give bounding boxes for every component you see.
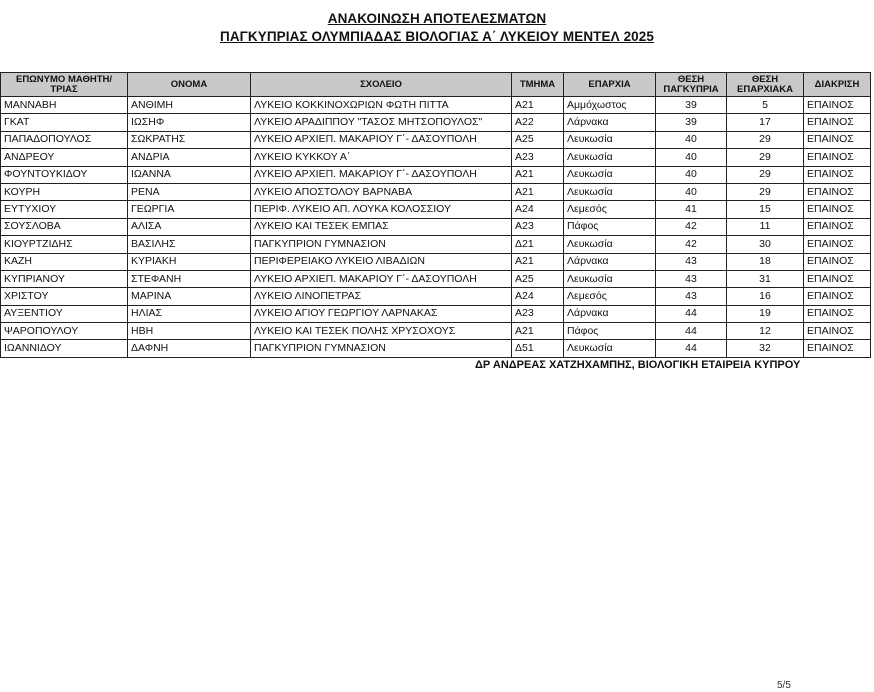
cell-first-name: ΜΑΡΙΝΑ [128, 288, 251, 305]
cell-first-name: ΙΩΣΗΦ [128, 114, 251, 131]
table-row [1, 183, 871, 200]
cell-school: ΠΑΓΚΥΠΡΙΟΝ ΓΥΜΝΑΣΙΟΝ [251, 236, 512, 253]
cell-national-rank: 40 [656, 131, 727, 148]
cell-district: Λάρνακα [564, 114, 656, 131]
cell-surname: ΜΑΝΝΑΒΗ [1, 97, 128, 114]
col-header-class: ΤΜΗΜΑ [512, 73, 564, 97]
table-row [1, 166, 871, 183]
cell-class: Α23 [512, 218, 564, 235]
cell-national-rank: 42 [656, 218, 727, 235]
cell-first-name: ΗΛΙΑΣ [128, 305, 251, 322]
table-row [1, 97, 871, 114]
cell-national-rank: 44 [656, 305, 727, 322]
cell-school: ΛΥΚΕΙΟ ΚΟΚΚΙΝΟΧΩΡΙΩΝ ΦΩΤΗ ΠΙΤΤΑ [251, 97, 512, 114]
table-row [1, 270, 871, 287]
cell-school: ΠΑΓΚΥΠΡΙΟΝ ΓΥΜΝΑΣΙΟΝ [251, 340, 512, 357]
cell-surname: ΠΑΠΑΔΟΠΟΥΛΟΣ [1, 131, 128, 148]
cell-surname: ΕΥΤΥΧΙΟΥ [1, 201, 128, 218]
table-row [1, 114, 871, 131]
cell-class: Α21 [512, 253, 564, 270]
cell-class: Δ21 [512, 236, 564, 253]
cell-class: Α23 [512, 149, 564, 166]
table-row [1, 218, 871, 235]
table-row [1, 288, 871, 305]
cell-distinction: ΕΠΑΙΝΟΣ [804, 183, 871, 200]
col-header-first-name: ΟΝΟΜΑ [128, 73, 251, 97]
cell-distinction: ΕΠΑΙΝΟΣ [804, 97, 871, 114]
cell-national-rank: 44 [656, 323, 727, 340]
title-line-2: ΠΑΓΚΥΠΡΙΑΣ ΟΛΥΜΠΙΑΔΑΣ ΒΙΟΛΟΓΙΑΣ Α΄ ΛΥΚΕΙΟΥ ΜΕΝΤΕΛ 2025 [219, 29, 655, 44]
col-header-distinction: ΔΙΑΚΡΙΣΗ [804, 73, 871, 97]
cell-class: Α23 [512, 305, 564, 322]
cell-district-rank: 30 [727, 236, 804, 253]
table-row [1, 340, 871, 357]
cell-distinction: ΕΠΑΙΝΟΣ [804, 201, 871, 218]
cell-surname: ΣΟΥΣΛΟΒΑ [1, 218, 128, 235]
cell-first-name: ΔΑΦΝΗ [128, 340, 251, 357]
cell-school: ΛΥΚΕΙΟ ΑΠΟΣΤΟΛΟΥ ΒΑΡΝΑΒΑ [251, 183, 512, 200]
cell-class: Α25 [512, 131, 564, 148]
cell-district: Λάρνακα [564, 253, 656, 270]
cell-surname: ΑΝΔΡΕΟΥ [1, 149, 128, 166]
cell-distinction: ΕΠΑΙΝΟΣ [804, 305, 871, 322]
cell-school: ΛΥΚΕΙΟ ΚΥΚΚΟΥ Α΄ [251, 149, 512, 166]
cell-distinction: ΕΠΑΙΝΟΣ [804, 270, 871, 287]
title-line-1: ΑΝΑΚΟΙΝΩΣΗ ΑΠΟΤΕΛΕΣΜΑΤΩΝ [327, 11, 547, 26]
cell-first-name: ΡΕΝΑ [128, 183, 251, 200]
cell-first-name: ΒΑΣΙΛΗΣ [128, 236, 251, 253]
cell-national-rank: 43 [656, 253, 727, 270]
cell-surname: ΑΥΞΕΝΤΙΟΥ [1, 305, 128, 322]
cell-surname: ΚΙΟΥΡΤΖΙΔΗΣ [1, 236, 128, 253]
cell-district-rank: 11 [727, 218, 804, 235]
cell-class: Α24 [512, 201, 564, 218]
cell-first-name: ΣΤΕΦΑΝΗ [128, 270, 251, 287]
col-header-surname: ΕΠΩΝΥΜΟ ΜΑΘΗΤΗ/ΤΡΙΑΣ [1, 73, 128, 97]
cell-first-name: ΗΒΗ [128, 323, 251, 340]
cell-school: ΛΥΚΕΙΟ ΑΡΧΙΕΠ. ΜΑΚΑΡΙΟΥ Γ΄- ΔΑΣΟΥΠΟΛΗ [251, 166, 512, 183]
cell-first-name: ΑΝΘΙΜΗ [128, 97, 251, 114]
cell-surname: ΚΟΥΡΗ [1, 183, 128, 200]
cell-class: Α21 [512, 323, 564, 340]
cell-district-rank: 29 [727, 166, 804, 183]
cell-district: Λευκωσία [564, 340, 656, 357]
cell-class: Α24 [512, 288, 564, 305]
col-header-district: ΕΠΑΡΧΙΑ [564, 73, 656, 97]
cell-district-rank: 19 [727, 305, 804, 322]
cell-distinction: ΕΠΑΙΝΟΣ [804, 114, 871, 131]
table-row [1, 149, 871, 166]
cell-first-name: ΣΩΚΡΑΤΗΣ [128, 131, 251, 148]
signature-line: ΔΡ ΑΝΔΡΕΑΣ ΧΑΤΖΗΧΑΜΠΗΣ, ΒΙΟΛΟΓΙΚΗ ΕΤΑΙΡΕΙΑ ΚΥΠΡΟΥ [475, 359, 801, 371]
cell-class: Δ51 [512, 340, 564, 357]
cell-district: Πάφος [564, 218, 656, 235]
cell-school: ΛΥΚΕΙΟ ΑΡΧΙΕΠ. ΜΑΚΑΡΙΟΥ Γ΄- ΔΑΣΟΥΠΟΛΗ [251, 131, 512, 148]
cell-national-rank: 43 [656, 288, 727, 305]
page-number: 5/5 [777, 680, 791, 691]
cell-national-rank: 41 [656, 201, 727, 218]
cell-national-rank: 43 [656, 270, 727, 287]
cell-district-rank: 31 [727, 270, 804, 287]
cell-district: Λεμεσός [564, 288, 656, 305]
cell-school: ΛΥΚΕΙΟ ΚΑΙ ΤΕΣΕΚ ΠΟΛΗΣ ΧΡΥΣΟΧΟΥΣ [251, 323, 512, 340]
cell-national-rank: 40 [656, 183, 727, 200]
cell-class: Α21 [512, 183, 564, 200]
cell-surname: ΚΑΖΗ [1, 253, 128, 270]
cell-national-rank: 39 [656, 97, 727, 114]
cell-distinction: ΕΠΑΙΝΟΣ [804, 218, 871, 235]
cell-distinction: ΕΠΑΙΝΟΣ [804, 131, 871, 148]
table-row [1, 201, 871, 218]
table-row [1, 131, 871, 148]
cell-class: Α22 [512, 114, 564, 131]
cell-first-name: ΙΩΑΝΝΑ [128, 166, 251, 183]
cell-district: Λευκωσία [564, 236, 656, 253]
cell-surname: ΧΡΙΣΤΟΥ [1, 288, 128, 305]
cell-surname: ΨΑΡΟΠΟΥΛΟΥ [1, 323, 128, 340]
cell-district: Λευκωσία [564, 270, 656, 287]
cell-school: ΠΕΡΙΦ. ΛΥΚΕΙΟ ΑΠ. ΛΟΥΚΑ ΚΟΛΟΣΣΙΟΥ [251, 201, 512, 218]
col-header-school: ΣΧΟΛΕΙΟ [251, 73, 512, 97]
col-header-district-rank: ΘΕΣΗ ΕΠΑΡΧΙΑΚΑ [727, 73, 804, 97]
cell-distinction: ΕΠΑΙΝΟΣ [804, 166, 871, 183]
cell-district-rank: 18 [727, 253, 804, 270]
cell-surname: ΦΟΥΝΤΟΥΚΙΔΟΥ [1, 166, 128, 183]
cell-distinction: ΕΠΑΙΝΟΣ [804, 253, 871, 270]
table-row [1, 323, 871, 340]
cell-national-rank: 44 [656, 340, 727, 357]
table-row [1, 253, 871, 270]
cell-school: ΛΥΚΕΙΟ ΚΑΙ ΤΕΣΕΚ ΕΜΠΑΣ [251, 218, 512, 235]
cell-district: Λευκωσία [564, 149, 656, 166]
cell-first-name: ΑΝΔΡΙΑ [128, 149, 251, 166]
cell-distinction: ΕΠΑΙΝΟΣ [804, 288, 871, 305]
cell-district: Λάρνακα [564, 305, 656, 322]
cell-district: Λευκωσία [564, 131, 656, 148]
cell-district-rank: 29 [727, 131, 804, 148]
cell-district: Λεμεσός [564, 201, 656, 218]
cell-district-rank: 32 [727, 340, 804, 357]
cell-class: Α21 [512, 166, 564, 183]
cell-district: Αμμόχωστος [564, 97, 656, 114]
table-row [1, 236, 871, 253]
cell-district: Πάφος [564, 323, 656, 340]
cell-district-rank: 29 [727, 183, 804, 200]
cell-first-name: ΑΛΙΣΑ [128, 218, 251, 235]
cell-school: ΛΥΚΕΙΟ ΛΙΝΟΠΕΤΡΑΣ [251, 288, 512, 305]
cell-national-rank: 40 [656, 149, 727, 166]
table-body [1, 97, 871, 358]
cell-school: ΛΥΚΕΙΟ ΑΓΙΟΥ ΓΕΩΡΓΙΟΥ ΛΑΡΝΑΚΑΣ [251, 305, 512, 322]
cell-district: Λευκωσία [564, 166, 656, 183]
cell-surname: ΓΚΑΤ [1, 114, 128, 131]
cell-surname: ΚΥΠΡΙΑΝΟΥ [1, 270, 128, 287]
table-header-row [1, 73, 871, 97]
cell-school: ΛΥΚΕΙΟ ΑΡΧΙΕΠ. ΜΑΚΑΡΙΟΥ Γ΄- ΔΑΣΟΥΠΟΛΗ [251, 270, 512, 287]
table-row [1, 305, 871, 322]
cell-district-rank: 16 [727, 288, 804, 305]
cell-surname: ΙΩΑΝΝΙΔΟΥ [1, 340, 128, 357]
cell-district-rank: 5 [727, 97, 804, 114]
document-title [0, 10, 874, 46]
cell-first-name: ΓΕΩΡΓΙΑ [128, 201, 251, 218]
cell-district-rank: 29 [727, 149, 804, 166]
cell-distinction: ΕΠΑΙΝΟΣ [804, 149, 871, 166]
cell-distinction: ΕΠΑΙΝΟΣ [804, 323, 871, 340]
cell-school: ΠΕΡΙΦΕΡΕΙΑΚΟ ΛΥΚΕΙΟ ΛΙΒΑΔΙΩΝ [251, 253, 512, 270]
cell-school: ΛΥΚΕΙΟ ΑΡΑΔΙΠΠΟΥ "ΤΑΣΟΣ ΜΗΤΣΟΠΟΥΛΟΣ" [251, 114, 512, 131]
cell-district-rank: 15 [727, 201, 804, 218]
cell-class: Α21 [512, 97, 564, 114]
cell-district: Λευκωσία [564, 183, 656, 200]
cell-distinction: ΕΠΑΙΝΟΣ [804, 340, 871, 357]
cell-national-rank: 40 [656, 166, 727, 183]
cell-national-rank: 39 [656, 114, 727, 131]
cell-district-rank: 12 [727, 323, 804, 340]
cell-distinction: ΕΠΑΙΝΟΣ [804, 236, 871, 253]
cell-district-rank: 17 [727, 114, 804, 131]
cell-national-rank: 42 [656, 236, 727, 253]
cell-first-name: ΚΥΡΙΑΚΗ [128, 253, 251, 270]
cell-class: Α25 [512, 270, 564, 287]
results-table [0, 72, 871, 358]
col-header-national-rank: ΘΕΣΗ ΠΑΓΚΥΠΡΙΑ [656, 73, 727, 97]
